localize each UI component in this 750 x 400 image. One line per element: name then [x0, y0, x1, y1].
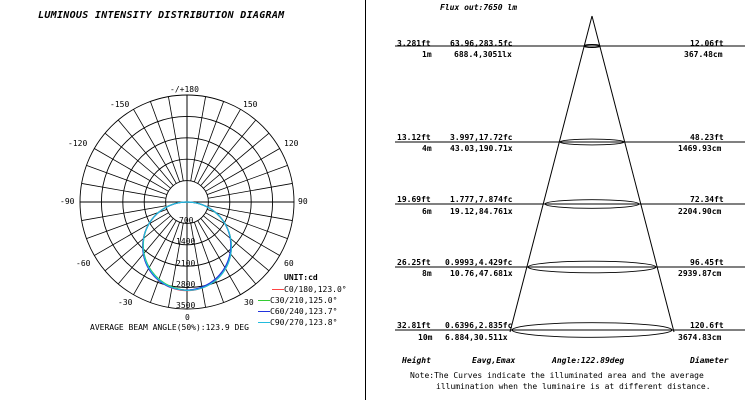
row-illum-lx: 688.4,3051lx	[454, 50, 512, 59]
polar-spoke	[82, 183, 166, 198]
row-height-ft: 19.69ft	[397, 195, 431, 204]
angle-label-m30: -30	[118, 298, 133, 307]
row-height-ft: 26.25ft	[397, 258, 431, 267]
footer-diameter: Diameter	[690, 356, 729, 365]
legend-swatch-c30	[258, 300, 270, 301]
row-illum-fc: 0.9993,4.429fc	[445, 258, 513, 267]
footer-angle: Angle:122.89deg	[552, 356, 625, 365]
row-diam-ft: 120.6ft	[690, 321, 724, 330]
row-height-m: 4m	[422, 144, 432, 153]
row-height-ft: 3.281ft	[397, 39, 431, 48]
polar-spoke	[150, 101, 179, 181]
row-height-ft: 13.12ft	[397, 133, 431, 142]
ring-label-1400: 1400	[176, 237, 196, 246]
row-height-ft: 32.81ft	[397, 321, 431, 330]
cone-left-edge	[510, 16, 592, 332]
row-diam-cm: 367.48cm	[684, 50, 723, 59]
row-height-m: 10m	[418, 333, 433, 342]
row-height-m: 1m	[422, 50, 432, 59]
polar-spoke	[207, 209, 287, 238]
ring-label-3500: 3500	[176, 301, 196, 310]
angle-label-p120: 120	[284, 139, 299, 148]
legend-label-c90: C90/270,123.8°	[270, 318, 338, 327]
polar-panel	[0, 0, 365, 400]
ring-label-2100: 2100	[176, 259, 196, 268]
row-illum-lx: 10.76,47.681x	[450, 269, 513, 278]
row-diam-ft: 48.23ft	[690, 133, 724, 142]
legend-item-c30	[258, 296, 337, 306]
legend-item-c90	[258, 318, 337, 328]
row-height-m: 8m	[422, 269, 432, 278]
note-line-1: Note:The Curves indicate the illuminated area and the average	[410, 371, 704, 380]
beam-angle-note: AVERAGE BEAM ANGLE(50%):123.9 DEG	[90, 323, 249, 332]
legend-item-c0	[272, 285, 347, 295]
polar-spoke	[191, 97, 206, 181]
polar-spoke	[207, 165, 287, 194]
angle-label-m60: -60	[76, 259, 91, 268]
footer-eavg: Eavg,Emax	[472, 356, 516, 365]
row-diam-cm: 3674.83cm	[678, 333, 722, 342]
angle-label-bottom: 0	[185, 313, 190, 322]
row-illum-lx: 19.12,84.761x	[450, 207, 513, 216]
ring-label-700: 700	[179, 216, 194, 225]
angle-label-top: -/+180	[170, 85, 199, 94]
row-diam-ft: 12.06ft	[690, 39, 724, 48]
angle-label-m120: -120	[68, 139, 88, 148]
polar-chart	[0, 0, 365, 400]
row-illum-lx: 6.884,30.511x	[445, 333, 508, 342]
polar-spoke	[194, 222, 223, 302]
footer-height: Height	[402, 356, 431, 365]
legend-swatch-c0	[272, 289, 284, 290]
polar-spoke	[194, 101, 223, 181]
polar-spoke	[168, 97, 183, 181]
row-diam-ft: 96.45ft	[690, 258, 724, 267]
panel-divider	[365, 0, 366, 400]
angle-label-p30: 30	[244, 298, 254, 307]
row-illum-fc: 0.6396,2.835fc	[445, 321, 513, 330]
angle-label-p60: 60	[284, 259, 294, 268]
polar-spoke	[208, 183, 292, 198]
legend-swatch-c60	[258, 311, 270, 312]
legend-label-c30: C30/210,125.0°	[270, 296, 338, 305]
angle-label-m90: -90	[60, 197, 75, 206]
flux-label: Flux out:7650 lm	[440, 3, 518, 12]
polar-spoke	[86, 165, 166, 194]
row-illum-fc: 63.96,283.5fc	[450, 39, 513, 48]
legend-label-c60: C60/240,123.7°	[270, 307, 338, 316]
row-illum-fc: 1.777,7.874fc	[450, 195, 513, 204]
angle-label-p90: 90	[298, 197, 308, 206]
row-illum-lx: 43.03,190.71x	[450, 144, 513, 153]
row-diam-cm: 1469.93cm	[678, 144, 722, 153]
polar-title: LUMINOUS INTENSITY DISTRIBUTION DIAGRAM	[38, 10, 285, 21]
row-height-m: 6m	[422, 207, 432, 216]
polar-spoke	[86, 209, 166, 238]
legend-label-c0: C0/180,123.0°	[284, 285, 347, 294]
note-line-2: illumination when the luminaire is at different distance.	[436, 382, 711, 391]
legend-item-c60	[258, 307, 337, 317]
unit-label: UNIT:cd	[284, 273, 318, 282]
row-diam-cm: 2939.87cm	[678, 269, 722, 278]
row-diam-cm: 2204.90cm	[678, 207, 722, 216]
angle-label-p150: 150	[243, 100, 258, 109]
cone-right-edge	[592, 16, 674, 332]
row-illum-fc: 3.997,17.72fc	[450, 133, 513, 142]
legend-swatch-c90	[258, 322, 270, 323]
angle-label-m150: -150	[110, 100, 130, 109]
row-diam-ft: 72.34ft	[690, 195, 724, 204]
ring-label-2800: 2800	[176, 280, 196, 289]
illuminance-panel	[380, 0, 750, 400]
